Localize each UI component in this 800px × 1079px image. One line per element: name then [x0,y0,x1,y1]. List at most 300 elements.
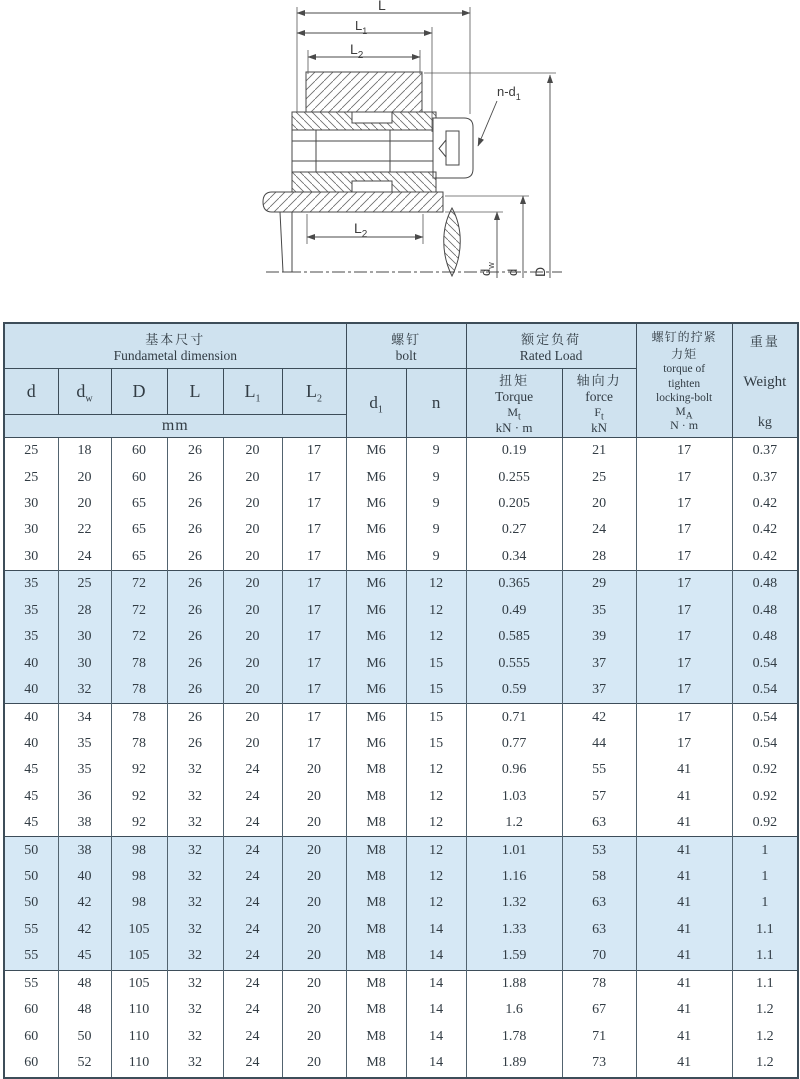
table-cell: 17 [282,438,346,465]
table-cell: 28 [58,598,111,624]
table-row [4,810,798,837]
header-basic-zh: 基本尺寸 [145,331,206,347]
table-cell: 41 [636,864,732,890]
table-cell: 60 [111,438,167,465]
table-cell: 0.255 [466,465,562,491]
table-cell: 0.49 [466,598,562,624]
table-cell: M8 [346,810,406,837]
table-cell: 105 [111,943,167,970]
table-cell: 78 [111,677,167,704]
col-n: n [406,369,466,438]
table-row [4,917,798,943]
table-cell: 1.6 [466,997,562,1023]
table-cell: 0.96 [466,757,562,783]
table-cell: M6 [346,598,406,624]
table-cell: 1.1 [732,917,798,943]
table-cell: 17 [282,544,346,571]
dimension-table [3,322,799,1079]
dim-label-L2-bottom: $L_2$ [354,220,368,240]
table-cell: 39 [562,624,636,650]
table-cell: 42 [562,704,636,731]
table-cell: 20 [223,438,282,465]
table-cell: M8 [346,997,406,1023]
table-cell: 0.92 [732,757,798,783]
table-cell: 26 [167,650,223,676]
table-cell: 12 [406,598,466,624]
table-row [4,943,798,970]
table-cell: 17 [282,650,346,676]
table-cell: 17 [282,491,346,517]
table-cell: M8 [346,890,406,916]
table-cell: 20 [58,491,111,517]
table-cell: 0.19 [466,438,562,465]
table-cell: 34 [58,704,111,731]
table-cell: 24 [223,837,282,864]
table-cell: 0.48 [732,571,798,598]
table-cell: 20 [282,970,346,997]
table-cell: 72 [111,598,167,624]
table-cell: 32 [167,943,223,970]
hub-flange-section [263,192,443,212]
table-cell: 57 [562,784,636,810]
table-cell: 14 [406,917,466,943]
table-row [4,704,798,731]
table-row [4,757,798,783]
table-cell: 26 [167,624,223,650]
table-cell: 1.2 [732,1050,798,1078]
table-cell: M6 [346,544,406,571]
table-cell: 12 [406,757,466,783]
table-cell: 32 [167,837,223,864]
table-cell: 17 [282,731,346,757]
table-cell: 41 [636,943,732,970]
table-cell: M6 [346,624,406,650]
table-cell: 1.2 [732,1023,798,1049]
table-cell: 20 [282,1023,346,1049]
table-cell: 1.89 [466,1050,562,1078]
table-cell: 1.32 [466,890,562,916]
table-cell: 40 [4,704,58,731]
table-cell: 0.54 [732,650,798,676]
table-cell: 0.71 [466,704,562,731]
header-row-groups [4,323,798,369]
table-cell: 17 [282,571,346,598]
table-cell: 55 [4,970,58,997]
col-d1: $d_1$ [346,369,406,438]
table-cell: 41 [636,1023,732,1049]
col-dw: $d_w$ [58,369,111,415]
table-cell: 60 [111,465,167,491]
table-cell: 48 [58,970,111,997]
table-cell: 17 [282,677,346,704]
table-cell: M8 [346,917,406,943]
header-bolt [346,323,466,369]
table-cell: 12 [406,890,466,916]
table-cell: 17 [636,598,732,624]
table-cell: 50 [4,837,58,864]
table-row [4,624,798,650]
table-cell: 35 [4,624,58,650]
header-rated-zh: 额定负荷 [521,331,582,347]
table-cell: 78 [562,970,636,997]
table-cell: 32 [167,864,223,890]
table-cell: 78 [111,704,167,731]
table-cell: 35 [4,571,58,598]
table-cell: 1.88 [466,970,562,997]
table-cell: 0.92 [732,810,798,837]
shaft-shoulder [280,212,292,272]
table-cell: 24 [223,943,282,970]
dim-label-L: L [378,0,386,13]
table-cell: 1.2 [466,810,562,837]
table-cell: 0.59 [466,677,562,704]
table-cell: 52 [58,1050,111,1078]
table-cell: 26 [167,571,223,598]
table-cell: 0.365 [466,571,562,598]
table-cell: 24 [223,890,282,916]
table-cell: 0.42 [732,517,798,543]
table-cell: 32 [167,757,223,783]
table-cell: 0.54 [732,704,798,731]
table-row [4,491,798,517]
upper-notch [352,112,392,123]
table-cell: M8 [346,837,406,864]
table-cell: 35 [58,757,111,783]
table-cell: 60 [4,1023,58,1049]
table-cell: 30 [4,517,58,543]
header-bolt-zh: 螺钉 [391,331,422,347]
table-cell: 45 [4,784,58,810]
table-cell: 12 [406,624,466,650]
table-cell: 25 [4,438,58,465]
table-cell: 15 [406,731,466,757]
table-cell: 48 [58,997,111,1023]
table-cell: 1.1 [732,970,798,997]
table-cell: 17 [636,491,732,517]
col-axial-force: 轴向力 force $F_t$ kN [562,369,636,438]
table-cell: 72 [111,571,167,598]
label-n-d1: $n-d_1$ [497,84,521,102]
table-cell: 65 [111,517,167,543]
table-cell: 14 [406,943,466,970]
table-cell: M8 [346,784,406,810]
table-cell: 110 [111,1050,167,1078]
dim-label-d: d [505,268,520,276]
table-cell: 9 [406,465,466,491]
table-cell: 9 [406,517,466,543]
table-cell: 92 [111,784,167,810]
table-cell: 20 [223,491,282,517]
table-cell: 41 [636,757,732,783]
table-cell: 12 [406,810,466,837]
table-cell: 40 [4,731,58,757]
table-cell: 24 [223,970,282,997]
table-cell: 32 [167,784,223,810]
table-cell: 32 [167,1023,223,1049]
table-cell: 73 [562,1050,636,1078]
table-cell: 20 [282,997,346,1023]
table-cell: 15 [406,677,466,704]
table-cell: 12 [406,571,466,598]
table-cell: 20 [223,624,282,650]
assembly-section [263,72,473,276]
table-cell: 42 [58,890,111,916]
table-cell: 9 [406,438,466,465]
table-cell: 1 [732,864,798,890]
col-D: D [111,369,167,415]
table-cell: 40 [58,864,111,890]
table-cell: 25 [4,465,58,491]
table-row [4,517,798,543]
table-cell: 20 [223,571,282,598]
table-cell: 105 [111,917,167,943]
table-cell: M8 [346,864,406,890]
table-cell: 17 [282,598,346,624]
table-cell: 15 [406,650,466,676]
table-row [4,970,798,997]
table-cell: 21 [562,438,636,465]
table-cell: 98 [111,890,167,916]
table-cell: 20 [223,731,282,757]
table-cell: 44 [562,731,636,757]
table-cell: 32 [167,810,223,837]
table-cell: 35 [4,598,58,624]
table-cell: 20 [282,837,346,864]
table-cell: M8 [346,970,406,997]
table-cell: 14 [406,997,466,1023]
table-cell: 0.48 [732,624,798,650]
table-cell: 20 [282,1050,346,1078]
technical-drawing [0,0,800,322]
table-cell: 32 [167,890,223,916]
hex-socket [446,131,459,165]
table-cell: 105 [111,970,167,997]
table-cell: 0.42 [732,544,798,571]
table-row [4,731,798,757]
table-cell: 1.1 [732,943,798,970]
header-tighten-torque: 螺钉的拧紧 力矩 torque of tighten locking-bolt $M_A$ N · m [636,323,732,438]
table-cell: 41 [636,997,732,1023]
table-cell: 14 [406,1023,466,1049]
table-cell: 41 [636,890,732,916]
table-cell: 17 [636,731,732,757]
col-L: L [167,369,223,415]
table-cell: 35 [562,598,636,624]
table-cell: 32 [167,1050,223,1078]
lower-notch [352,181,392,192]
table-cell: M6 [346,438,406,465]
table-cell: 0.54 [732,731,798,757]
table-cell: 26 [167,465,223,491]
table-cell: 36 [58,784,111,810]
table-cell: 26 [167,517,223,543]
table-cell: 1.16 [466,864,562,890]
table-cell: 78 [111,731,167,757]
table-row [4,438,798,465]
table-cell: 0.77 [466,731,562,757]
table-cell: 20 [282,943,346,970]
table-cell: 30 [4,544,58,571]
header-rated-en: Rated Load [519,347,583,363]
table-cell: 17 [282,517,346,543]
table-cell: 63 [562,917,636,943]
table-cell: 17 [282,465,346,491]
table-cell: 32 [58,677,111,704]
table-cell: 41 [636,970,732,997]
table-cell: 30 [4,491,58,517]
table-cell: 78 [111,650,167,676]
table-cell: 9 [406,491,466,517]
table-cell: 0.54 [732,677,798,704]
table-cell: 14 [406,970,466,997]
table-cell: M6 [346,650,406,676]
table-cell: 53 [562,837,636,864]
table-row [4,890,798,916]
table-cell: 41 [636,810,732,837]
table-cell: 30 [58,624,111,650]
table-cell: 12 [406,784,466,810]
table-cell: 0.42 [732,491,798,517]
table-row [4,650,798,676]
table-cell: 92 [111,810,167,837]
table-cell: 1.2 [732,997,798,1023]
table-cell: 20 [223,517,282,543]
table-cell: 17 [636,465,732,491]
table-row [4,465,798,491]
table-row [4,837,798,864]
table-cell: 32 [167,970,223,997]
table-cell: 0.37 [732,465,798,491]
table-cell: 17 [636,544,732,571]
table-cell: 26 [167,598,223,624]
table-cell: 67 [562,997,636,1023]
table-cell: 22 [58,517,111,543]
table-cell: 14 [406,1050,466,1078]
table-cell: 26 [167,731,223,757]
table-row [4,1023,798,1049]
table-cell: M8 [346,757,406,783]
table-cell: 26 [167,438,223,465]
table-cell: 32 [167,997,223,1023]
table-cell: 0.48 [732,598,798,624]
table-cell: 17 [636,650,732,676]
table-cell: 17 [636,704,732,731]
table-cell: 1 [732,837,798,864]
col-d: d [4,369,58,415]
table-row [4,571,798,598]
table-cell: 20 [282,757,346,783]
table-cell: 24 [223,917,282,943]
table-cell: 0.585 [466,624,562,650]
table-cell: 12 [406,864,466,890]
table-cell: 42 [58,917,111,943]
table-cell: 0.92 [732,784,798,810]
table-cell: 45 [4,757,58,783]
table-row [4,544,798,571]
table-cell: 30 [58,650,111,676]
table-cell: 98 [111,864,167,890]
locking-assembly-drawing [0,0,800,322]
table-cell: 35 [58,731,111,757]
table-cell: 20 [223,704,282,731]
table-cell: 28 [562,544,636,571]
table-cell: 71 [562,1023,636,1049]
table-row [4,677,798,704]
table-cell: 24 [58,544,111,571]
table-cell: 24 [223,784,282,810]
table-cell: 63 [562,890,636,916]
table-cell: 65 [111,544,167,571]
table-cell: 20 [223,544,282,571]
table-cell: 45 [58,943,111,970]
table-cell: 24 [223,810,282,837]
header-weight: 重量 Weight kg [732,323,798,438]
table-cell: 92 [111,757,167,783]
table-cell: M6 [346,465,406,491]
table-cell: 50 [58,1023,111,1049]
table-cell: M6 [346,731,406,757]
table-cell: 58 [562,864,636,890]
table-cell: 37 [562,677,636,704]
table-cell: M6 [346,571,406,598]
table-cell: M8 [346,1023,406,1049]
table-cell: 60 [4,1050,58,1078]
dim-label-D: D [532,266,548,277]
table-body [4,438,798,1079]
table-cell: 0.555 [466,650,562,676]
table-row [4,997,798,1023]
header-bolt-en: bolt [395,347,417,363]
table-cell: 20 [282,810,346,837]
table-cell: M6 [346,517,406,543]
header-basic-dimension [4,323,346,369]
dim-label-dw: $d_w$ [478,262,496,276]
table-cell: M6 [346,704,406,731]
table-cell: 38 [58,810,111,837]
table-cell: 26 [167,491,223,517]
table-cell: 24 [223,757,282,783]
col-L1: $L_1$ [223,369,282,415]
table-cell: 24 [223,1023,282,1049]
table-cell: 1 [732,890,798,916]
table-cell: 1.33 [466,917,562,943]
table-cell: 37 [562,650,636,676]
shaft-break [444,208,461,276]
table-cell: 98 [111,837,167,864]
table-cell: 1.78 [466,1023,562,1049]
table-cell: 20 [282,917,346,943]
table-cell: 20 [223,677,282,704]
table-cell: 32 [167,917,223,943]
table-cell: 70 [562,943,636,970]
table-cell: 20 [282,890,346,916]
table-cell: 41 [636,784,732,810]
col-L2: $L_2$ [282,369,346,415]
table-cell: 0.27 [466,517,562,543]
table-cell: 45 [4,810,58,837]
table-cell: 17 [282,704,346,731]
table-cell: 63 [562,810,636,837]
table-cell: 24 [562,517,636,543]
table-cell: 20 [58,465,111,491]
table-cell: 25 [562,465,636,491]
table-cell: 17 [636,517,732,543]
table-cell: 110 [111,997,167,1023]
table-cell: 0.37 [732,438,798,465]
table-cell: 24 [223,1050,282,1078]
table-cell: 41 [636,917,732,943]
table-cell: 55 [562,757,636,783]
